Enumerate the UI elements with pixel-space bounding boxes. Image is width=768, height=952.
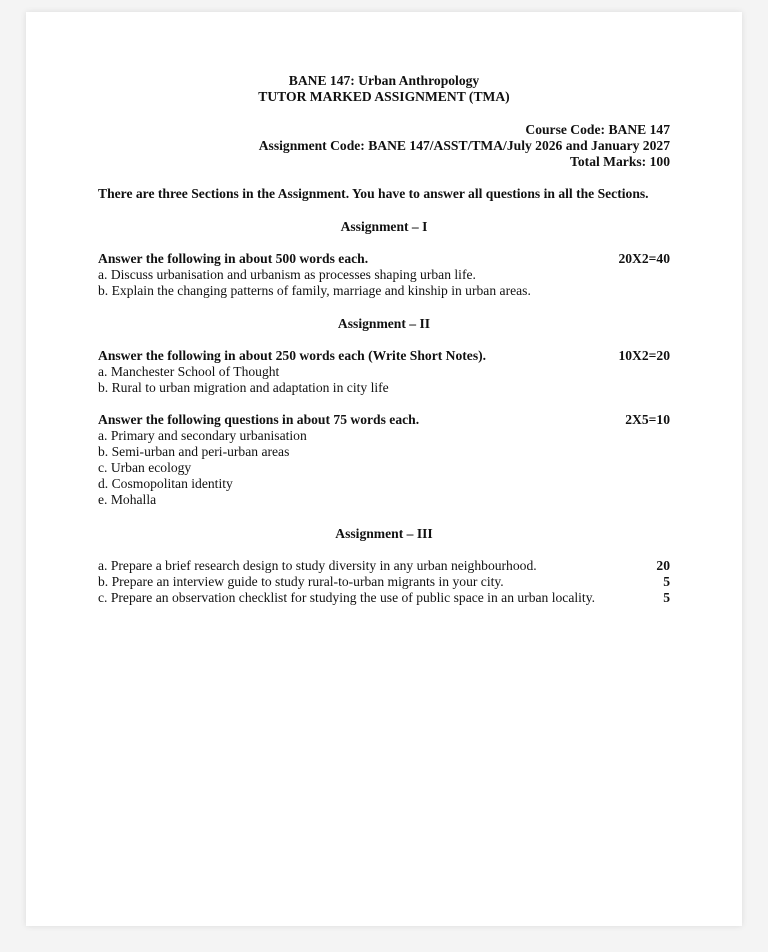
document-page <box>26 12 742 926</box>
question-group-heading <box>98 412 670 428</box>
question-group-heading <box>98 348 670 364</box>
group-marks: 2X5=10 <box>625 412 670 427</box>
course-code: Course Code: BANE 147 <box>525 122 670 137</box>
question-marks: 5 <box>663 574 670 589</box>
document-title: TUTOR MARKED ASSIGNMENT (TMA) <box>258 89 510 104</box>
group-instruction: Answer the following questions in about 75 words each. <box>98 412 420 427</box>
question-item: d. Cosmopolitan identity <box>98 476 233 491</box>
group-marks: 10X2=20 <box>618 348 670 363</box>
question-text: b. Prepare an interview guide to study rural-to-urban migrants in your city. <box>98 574 504 589</box>
group-marks: 20X2=40 <box>618 251 670 266</box>
question-marks: 20 <box>656 558 670 573</box>
question-item <box>98 574 670 590</box>
question-item <box>98 590 670 606</box>
question-item: b. Semi-urban and peri-urban areas <box>98 444 290 459</box>
question-marks: 5 <box>663 590 670 605</box>
question-item: e. Mohalla <box>98 492 157 507</box>
group-instruction: Answer the following in about 500 words each. <box>98 251 369 266</box>
question-group-heading <box>98 251 670 267</box>
question-item: a. Discuss urbanisation and urbanism as processes shaping urban life. <box>98 267 476 282</box>
section-title-3: Assignment – III <box>335 526 433 541</box>
group-instruction: Answer the following in about 250 words each (Write Short Notes). <box>98 348 487 363</box>
question-text: c. Prepare an observation checklist for studying the use of public space in an urban locality. <box>98 590 596 605</box>
question-item: c. Urban ecology <box>98 460 192 475</box>
section-title-1: Assignment – I <box>340 219 428 234</box>
question-item <box>98 558 670 574</box>
question-text: a. Prepare a brief research design to study diversity in any urban neighbourhood. <box>98 558 537 573</box>
course-title: BANE 147: Urban Anthropology <box>288 73 480 88</box>
instructions: There are three Sections in the Assignment. You have to answer all questions in all the Sections. <box>98 186 649 201</box>
question-item: a. Manchester School of Thought <box>98 364 280 379</box>
question-item: b. Rural to urban migration and adaptation in city life <box>98 380 389 395</box>
question-item: b. Explain the changing patterns of family, marriage and kinship in urban areas. <box>98 283 531 298</box>
assignment-code: Assignment Code: BANE 147/ASST/TMA/July 2026 and January 2027 <box>258 138 670 153</box>
section-title-2: Assignment – II <box>337 316 431 331</box>
total-marks: Total Marks: 100 <box>570 154 670 169</box>
question-item: a. Primary and secondary urbanisation <box>98 428 307 443</box>
